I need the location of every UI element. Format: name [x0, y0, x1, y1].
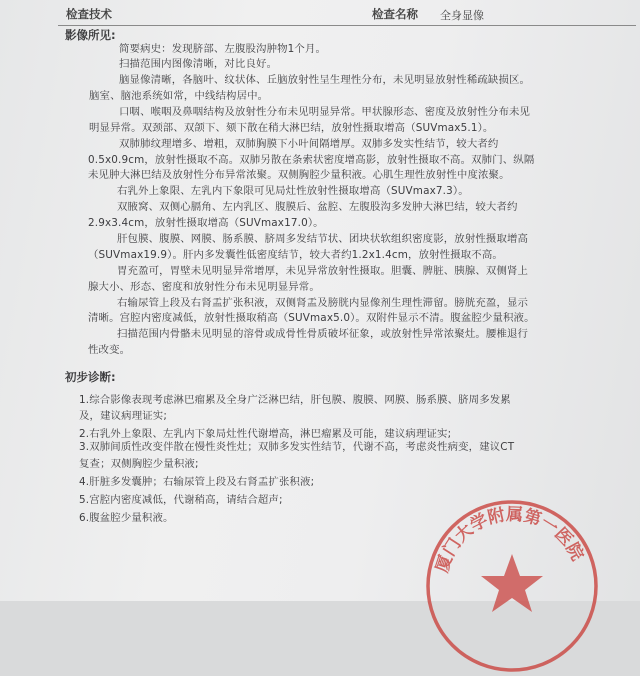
findings-line: 右乳外上象限、左乳内下象限可见局灶性放射性摄取增高（SUVmax7.3）。 [117, 185, 469, 197]
findings-line: （SUVmax19.9）。肝内多发囊性低密度结节，较大者约1.2x1.4cm，放射性摄取不高。 [88, 249, 503, 261]
findings-line: 简要病史：发现脐部、左腹股沟肿物1个月。 [119, 43, 327, 55]
findings-line: 2.9x3.4cm，放射性摄取增高（SUVmax17.0）。 [88, 217, 324, 229]
exam-name-value: 全身显像 [440, 9, 484, 22]
header-divider [58, 25, 636, 26]
findings-line: 双肺肺纹理增多、增粗，双肺胸膜下小叶间隔增厚。双肺多发实性结节，较大者约 [119, 138, 499, 150]
findings-heading: 影像所见: [65, 28, 116, 42]
diagnosis-line: 3.双肺间质性改变伴散在慢性炎性灶；双肺多发实性结节，代谢不高，考虑炎性病变，建议CT [79, 441, 515, 453]
findings-line: 扫描范围内骨骼未见明显的溶骨或成骨性骨质破坏征象，或放射性异常浓聚灶。腰椎退行 [117, 328, 529, 340]
hospital-seal [422, 496, 602, 676]
findings-line: 0.5x0.9cm，放射性摄取不高。双肺另散在条索状密度增高影，放射性摄取不高。双肺门、纵隔 [88, 154, 535, 166]
findings-line: 性改变。 [88, 344, 131, 356]
diagnosis-line: 2.右乳外上象限、左乳内下象局灶性代谢增高，淋巴瘤累及可能，建议病理证实; [79, 428, 452, 440]
findings-line: 清晰。宫腔内密度减低，放射性摄取稍高（SUVmax5.0）。双附件显示不清。腹盆腔少量积液。 [88, 312, 535, 324]
findings-line: 胃充盈可，胃壁未见明显异常增厚，未见异常放射性摄取。胆囊、脾脏、胰腺、双侧肾上 [117, 265, 529, 277]
diagnosis-line: 复查；双侧胸腔少量积液; [79, 458, 199, 470]
findings-line: 明显异常。双颈部、双颌下、颏下散在稍大淋巴结，放射性摄取增高（SUVmax5.1）。 [89, 122, 494, 134]
diagnosis-line: 4.肝脏多发囊肿；右输尿管上段及右肾盂扩张积液; [79, 476, 315, 488]
exam-technique-label: 检查技术 [66, 7, 112, 21]
findings-line: 右输尿管上段及右肾盂扩张积液，双侧肾盂及膀胱内显像剂生理性滞留。膀胱充盈，显示 [117, 297, 529, 309]
diagnosis-line: 6.腹盆腔少量积液。 [79, 512, 174, 524]
findings-line: 双腋窝、双侧心膈角、左内乳区、腹膜后、盆腔、左腹股沟多发肿大淋巴结，较大者约 [117, 201, 518, 213]
diagnosis-heading: 初步诊断: [65, 370, 116, 384]
findings-line: 肝包膜、腹膜、网膜、肠系膜、脐周多发结节状、团块状软组织密度影，放射性摄取增高 [117, 233, 529, 245]
findings-line: 脑室、脑池系统如常，中线结构居中。 [89, 90, 269, 102]
findings-line: 扫描范围内图像清晰，对比良好。 [119, 58, 278, 70]
findings-line: 脑显像清晰，各脑叶、纹状体、丘脑放射性呈生理性分布，未见明显放射性稀疏缺损区。 [119, 74, 531, 86]
seal-star-icon [481, 554, 543, 612]
exam-name-label: 检查名称 [372, 7, 418, 21]
svg-text:厦门大学附属第一医院: 厦门大学附属第一医院 [432, 504, 588, 576]
findings-line: 未见肿大淋巴结及放射性分布异常浓聚。双侧胸腔少量积液。心肌生理性放射性中度浓聚。 [88, 169, 510, 181]
diagnosis-line: 1.综合影像表现考虑淋巴瘤累及全身广泛淋巴结，肝包膜、腹膜、网膜、肠系膜、脐周多发累 [79, 394, 511, 406]
diagnosis-line: 5.宫腔内密度减低，代谢稍高，请结合超声; [79, 494, 283, 506]
findings-line: 口咽、喉咽及鼻咽结构及放射性分布未见明显异常。甲状腺形态、密度及放射性分布未见 [119, 106, 531, 118]
diagnosis-line: 及，建议病理证实; [79, 410, 167, 422]
findings-line: 腺大小、形态、密度和放射性分布未见明显异常。 [88, 281, 320, 293]
